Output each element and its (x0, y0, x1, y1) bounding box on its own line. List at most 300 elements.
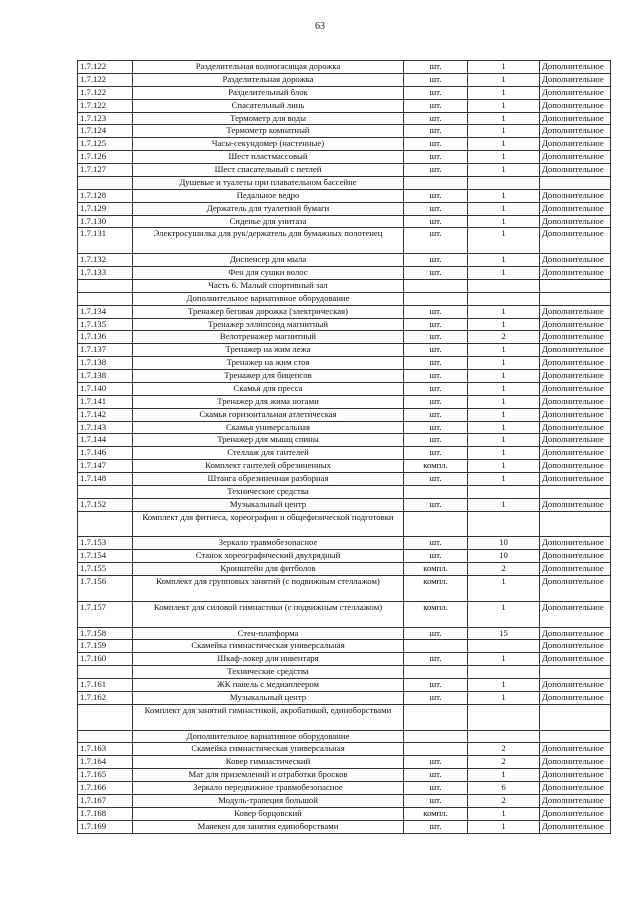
item-type: Дополнительное (540, 228, 611, 254)
item-type: Дополнительное (540, 305, 611, 318)
table-row (78, 743, 611, 756)
item-unit: шт. (404, 473, 468, 486)
item-quantity: 6 (468, 782, 540, 795)
item-unit: шт. (404, 653, 468, 666)
item-code: 1.7.141 (78, 395, 133, 408)
item-quantity: 15 (468, 627, 540, 640)
item-unit: шт. (404, 202, 468, 215)
table-row (78, 331, 611, 344)
item-unit: шт. (404, 267, 468, 280)
item-unit: шт. (404, 434, 468, 447)
section-row (78, 279, 611, 292)
item-unit: шт. (404, 164, 468, 177)
section-row (78, 485, 611, 498)
table-row (78, 447, 611, 460)
item-unit (404, 640, 468, 653)
item-unit: шт. (404, 679, 468, 692)
item-name: Скамейка гимнастическая универсальная (133, 640, 404, 653)
item-code (78, 485, 133, 498)
table-row (78, 408, 611, 421)
item-quantity: 1 (468, 576, 540, 602)
table-row (78, 421, 611, 434)
item-code: 1.7.122 (78, 61, 133, 74)
table-row (78, 202, 611, 215)
item-type: Дополнительное (540, 189, 611, 202)
item-quantity: 1 (468, 460, 540, 473)
item-quantity: 1 (468, 99, 540, 112)
item-code: 1.7.138 (78, 370, 133, 383)
item-code: 1.7.154 (78, 550, 133, 563)
item-unit (404, 485, 468, 498)
item-quantity (468, 704, 540, 730)
item-unit (404, 743, 468, 756)
table-row (78, 601, 611, 627)
item-name: Скамья для пресса (133, 382, 404, 395)
item-name: Разделительная волногасящая дорожка (133, 61, 404, 74)
item-name: Тренажер на жим лежа (133, 344, 404, 357)
item-name: Стеллаж для гантелей (133, 447, 404, 460)
item-quantity: 1 (468, 357, 540, 370)
item-type: Дополнительное (540, 395, 611, 408)
item-code (78, 292, 133, 305)
item-name: Зеркало травмобезопасное (133, 537, 404, 550)
item-quantity: 1 (468, 498, 540, 511)
item-code: 1.7.125 (78, 138, 133, 151)
item-quantity: 1 (468, 679, 540, 692)
table-row (78, 550, 611, 563)
item-quantity: 1 (468, 691, 540, 704)
item-unit: шт. (404, 305, 468, 318)
table-row (78, 782, 611, 795)
item-quantity: 1 (468, 164, 540, 177)
item-type (540, 704, 611, 730)
item-name: ЖК панель с медиаплеером (133, 679, 404, 692)
item-code: 1.7.129 (78, 202, 133, 215)
item-quantity: 1 (468, 421, 540, 434)
item-name: Музыкальный центр (133, 498, 404, 511)
item-unit: шт. (404, 86, 468, 99)
item-name: Станок хореографический двухрядный (133, 550, 404, 563)
item-name: Дополнительное вариативное оборудование (133, 730, 404, 743)
table-row (78, 125, 611, 138)
item-unit (404, 292, 468, 305)
table-row (78, 382, 611, 395)
item-quantity: 1 (468, 215, 540, 228)
item-type: Дополнительное (540, 807, 611, 820)
table-row (78, 267, 611, 280)
item-code: 1.7.168 (78, 807, 133, 820)
page-number: 63 (315, 21, 325, 32)
table-row (78, 228, 611, 254)
item-code: 1.7.138 (78, 357, 133, 370)
item-type: Дополнительное (540, 691, 611, 704)
item-name: Комплект для групповых занятий (с подвижным стеллажом) (133, 576, 404, 602)
item-type: Дополнительное (540, 434, 611, 447)
item-code: 1.7.123 (78, 112, 133, 125)
item-name: Манекен для занятия единоборствами (133, 820, 404, 833)
item-code: 1.7.157 (78, 601, 133, 627)
item-code: 1.7.152 (78, 498, 133, 511)
item-quantity: 1 (468, 344, 540, 357)
item-quantity: 1 (468, 112, 540, 125)
item-quantity: 1 (468, 305, 540, 318)
item-quantity: 10 (468, 550, 540, 563)
item-type (540, 176, 611, 189)
item-quantity (468, 666, 540, 679)
item-unit (404, 730, 468, 743)
item-name: Ковер гимнастический (133, 756, 404, 769)
item-quantity: 1 (468, 61, 540, 74)
item-quantity: 1 (468, 820, 540, 833)
item-type: Дополнительное (540, 537, 611, 550)
item-unit: компл. (404, 807, 468, 820)
table-row (78, 357, 611, 370)
item-type: Дополнительное (540, 563, 611, 576)
item-code: 1.7.132 (78, 254, 133, 267)
item-quantity: 1 (468, 151, 540, 164)
section-row (78, 704, 611, 730)
item-type: Дополнительное (540, 820, 611, 833)
item-code: 1.7.166 (78, 782, 133, 795)
item-name: Шкаф-локер для инвентаря (133, 653, 404, 666)
item-code: 1.7.158 (78, 627, 133, 640)
item-unit: шт. (404, 537, 468, 550)
item-type (540, 485, 611, 498)
table-row (78, 189, 611, 202)
item-code: 1.7.122 (78, 86, 133, 99)
item-quantity: 1 (468, 408, 540, 421)
item-name: Часы-секундомер (настенные) (133, 138, 404, 151)
item-quantity (468, 176, 540, 189)
table-row (78, 498, 611, 511)
table-row (78, 691, 611, 704)
table-row (78, 73, 611, 86)
item-type: Дополнительное (540, 331, 611, 344)
item-quantity: 1 (468, 653, 540, 666)
item-unit: шт. (404, 627, 468, 640)
item-quantity: 2 (468, 756, 540, 769)
item-name: Технические средства (133, 485, 404, 498)
item-type: Дополнительное (540, 164, 611, 177)
item-code: 1.7.163 (78, 743, 133, 756)
item-code (78, 704, 133, 730)
table-row (78, 370, 611, 383)
table-row (78, 151, 611, 164)
item-name: Педальное ведро (133, 189, 404, 202)
table-row (78, 305, 611, 318)
item-type: Дополнительное (540, 267, 611, 280)
table-row (78, 318, 611, 331)
item-type: Дополнительное (540, 782, 611, 795)
item-unit (404, 704, 468, 730)
item-code: 1.7.146 (78, 447, 133, 460)
item-name: Термометр комнатный (133, 125, 404, 138)
item-name: Модуль-трапеция большой (133, 794, 404, 807)
table-row (78, 61, 611, 74)
item-name: Скамья горизонтальная атлетическая (133, 408, 404, 421)
item-name: Скамейка гимнастическая универсальная (133, 743, 404, 756)
item-quantity: 1 (468, 601, 540, 627)
item-unit: шт. (404, 782, 468, 795)
item-code: 1.7.126 (78, 151, 133, 164)
item-quantity: 1 (468, 73, 540, 86)
item-name: Комплект для силовой гимнастики (с подвижным стеллажом) (133, 601, 404, 627)
item-quantity: 1 (468, 473, 540, 486)
item-unit: шт. (404, 99, 468, 112)
item-type: Дополнительное (540, 601, 611, 627)
item-name: Ковер борцовский (133, 807, 404, 820)
item-code: 1.7.147 (78, 460, 133, 473)
item-quantity: 2 (468, 331, 540, 344)
item-type: Дополнительное (540, 679, 611, 692)
item-code: 1.7.165 (78, 769, 133, 782)
table-row (78, 395, 611, 408)
item-code (78, 666, 133, 679)
table-row (78, 99, 611, 112)
item-name: Душевые и туалеты при плавательном бассейне (133, 176, 404, 189)
item-unit: шт. (404, 215, 468, 228)
item-type: Дополнительное (540, 370, 611, 383)
item-code: 1.7.169 (78, 820, 133, 833)
item-code: 1.7.167 (78, 794, 133, 807)
item-type: Дополнительное (540, 99, 611, 112)
item-name: Зеркало передвижное травмобезопасное (133, 782, 404, 795)
item-quantity (468, 292, 540, 305)
table-row (78, 640, 611, 653)
table-row (78, 86, 611, 99)
table-row (78, 807, 611, 820)
item-type: Дополнительное (540, 138, 611, 151)
item-type: Дополнительное (540, 112, 611, 125)
item-name: Музыкальный центр (133, 691, 404, 704)
item-type: Дополнительное (540, 640, 611, 653)
item-code (78, 511, 133, 537)
item-unit: шт. (404, 138, 468, 151)
item-unit: шт. (404, 421, 468, 434)
item-unit: шт. (404, 331, 468, 344)
item-quantity: 1 (468, 125, 540, 138)
item-name: Термометр для воды (133, 112, 404, 125)
table-row (78, 653, 611, 666)
item-unit: шт. (404, 125, 468, 138)
item-code: 1.7.164 (78, 756, 133, 769)
item-unit: шт. (404, 550, 468, 563)
item-unit: шт. (404, 61, 468, 74)
item-code: 1.7.140 (78, 382, 133, 395)
item-type (540, 279, 611, 292)
item-type: Дополнительное (540, 215, 611, 228)
item-code: 1.7.142 (78, 408, 133, 421)
item-quantity: 1 (468, 254, 540, 267)
item-quantity: 1 (468, 189, 540, 202)
table-row (78, 473, 611, 486)
section-row (78, 666, 611, 679)
item-unit: компл. (404, 601, 468, 627)
item-code: 1.7.160 (78, 653, 133, 666)
table-row (78, 138, 611, 151)
item-code: 1.7.155 (78, 563, 133, 576)
item-quantity: 1 (468, 807, 540, 820)
item-unit: шт. (404, 395, 468, 408)
item-quantity: 1 (468, 434, 540, 447)
item-unit: шт. (404, 73, 468, 86)
item-quantity: 2 (468, 743, 540, 756)
item-name: Часть 6. Малый спортивный зал (133, 279, 404, 292)
item-unit: шт. (404, 370, 468, 383)
item-name: Спасательный линь (133, 99, 404, 112)
item-quantity: 1 (468, 138, 540, 151)
item-name: Разделительный блок (133, 86, 404, 99)
item-type: Дополнительное (540, 743, 611, 756)
item-code: 1.7.156 (78, 576, 133, 602)
item-unit: шт. (404, 691, 468, 704)
table-row (78, 769, 611, 782)
item-type: Дополнительное (540, 318, 611, 331)
item-unit: шт. (404, 318, 468, 331)
item-type: Дополнительное (540, 769, 611, 782)
item-code: 1.7.130 (78, 215, 133, 228)
item-type: Дополнительное (540, 447, 611, 460)
item-name: Фен для сушки волос (133, 267, 404, 280)
item-quantity: 1 (468, 769, 540, 782)
item-name: Тренажер на жим стоя (133, 357, 404, 370)
item-code: 1.7.135 (78, 318, 133, 331)
item-name: Комплект гантелей обрезиненных (133, 460, 404, 473)
item-name: Электросушилка для рук/держатель для бумажных полотенец (133, 228, 404, 254)
item-name: Разделительная дорожка (133, 73, 404, 86)
item-code: 1.7.159 (78, 640, 133, 653)
item-code: 1.7.122 (78, 73, 133, 86)
item-quantity: 1 (468, 228, 540, 254)
item-unit: шт. (404, 498, 468, 511)
table-row (78, 576, 611, 602)
table-row (78, 112, 611, 125)
item-unit: шт. (404, 344, 468, 357)
item-unit (404, 666, 468, 679)
item-name: Комплект для фитнеса, хореографии и общефизической подготовки (133, 511, 404, 537)
item-unit: шт. (404, 189, 468, 202)
item-quantity (468, 730, 540, 743)
item-name: Комплект для занятий гимнастикой, акробатикой, единоборствами (133, 704, 404, 730)
item-code: 1.7.131 (78, 228, 133, 254)
item-name: Шест спасательный с петлей (133, 164, 404, 177)
item-code: 1.7.136 (78, 331, 133, 344)
item-name: Тренажер для жима ногами (133, 395, 404, 408)
item-type: Дополнительное (540, 86, 611, 99)
section-row (78, 511, 611, 537)
item-name: Тренажер для мышц спины (133, 434, 404, 447)
item-quantity: 1 (468, 318, 540, 331)
section-row (78, 292, 611, 305)
item-type: Дополнительное (540, 202, 611, 215)
item-type: Дополнительное (540, 498, 611, 511)
item-type (540, 666, 611, 679)
item-name: Стен-платформа (133, 627, 404, 640)
item-quantity: 10 (468, 537, 540, 550)
item-code: 1.7.148 (78, 473, 133, 486)
item-unit: шт. (404, 112, 468, 125)
item-name: Мат для приземлений и отработки бросков (133, 769, 404, 782)
table-row (78, 794, 611, 807)
section-row (78, 730, 611, 743)
item-code: 1.7.137 (78, 344, 133, 357)
item-type: Дополнительное (540, 151, 611, 164)
item-code: 1.7.124 (78, 125, 133, 138)
item-unit: шт. (404, 254, 468, 267)
item-name: Тренажер эллипсоид магнитный (133, 318, 404, 331)
item-type: Дополнительное (540, 382, 611, 395)
item-type: Дополнительное (540, 344, 611, 357)
table-row (78, 344, 611, 357)
item-type: Дополнительное (540, 408, 611, 421)
table-row (78, 215, 611, 228)
item-quantity (468, 279, 540, 292)
item-name: Штанга обрезиненная разборная (133, 473, 404, 486)
item-type: Дополнительное (540, 421, 611, 434)
item-type: Дополнительное (540, 627, 611, 640)
item-name: Держатель для туалетной бумаги (133, 202, 404, 215)
item-code: 1.7.122 (78, 99, 133, 112)
item-quantity: 2 (468, 794, 540, 807)
item-unit (404, 279, 468, 292)
item-unit: шт. (404, 382, 468, 395)
item-unit (404, 176, 468, 189)
table-row (78, 460, 611, 473)
item-name: Технические средства (133, 666, 404, 679)
item-code (78, 279, 133, 292)
item-unit: компл. (404, 576, 468, 602)
item-quantity: 1 (468, 447, 540, 460)
item-type (540, 292, 611, 305)
item-code: 1.7.144 (78, 434, 133, 447)
item-type (540, 511, 611, 537)
item-name: Дополнительное вариативное оборудование (133, 292, 404, 305)
item-code: 1.7.128 (78, 189, 133, 202)
item-name: Диспенсер для мыла (133, 254, 404, 267)
equipment-table-body (78, 61, 611, 834)
item-quantity: 1 (468, 86, 540, 99)
item-name: Тренажер для бицепсов (133, 370, 404, 383)
item-code: 1.7.162 (78, 691, 133, 704)
item-quantity: 1 (468, 202, 540, 215)
item-code: 1.7.127 (78, 164, 133, 177)
item-type (540, 730, 611, 743)
item-quantity (468, 511, 540, 537)
item-code: 1.7.134 (78, 305, 133, 318)
item-type: Дополнительное (540, 73, 611, 86)
item-type: Дополнительное (540, 357, 611, 370)
item-name: Тренажер беговая дорожка (электрическая) (133, 305, 404, 318)
item-quantity: 1 (468, 382, 540, 395)
item-unit: шт. (404, 447, 468, 460)
equipment-table (77, 60, 611, 834)
item-unit: шт. (404, 756, 468, 769)
item-quantity: 2 (468, 563, 540, 576)
item-unit: шт. (404, 820, 468, 833)
item-type: Дополнительное (540, 473, 611, 486)
item-code (78, 730, 133, 743)
item-unit: шт. (404, 408, 468, 421)
item-quantity: 1 (468, 395, 540, 408)
table-row (78, 164, 611, 177)
item-unit: шт. (404, 357, 468, 370)
item-code: 1.7.133 (78, 267, 133, 280)
item-code: 1.7.143 (78, 421, 133, 434)
item-type: Дополнительное (540, 460, 611, 473)
item-unit: шт. (404, 151, 468, 164)
item-name: Шест пластмассовый (133, 151, 404, 164)
item-quantity: 1 (468, 267, 540, 280)
